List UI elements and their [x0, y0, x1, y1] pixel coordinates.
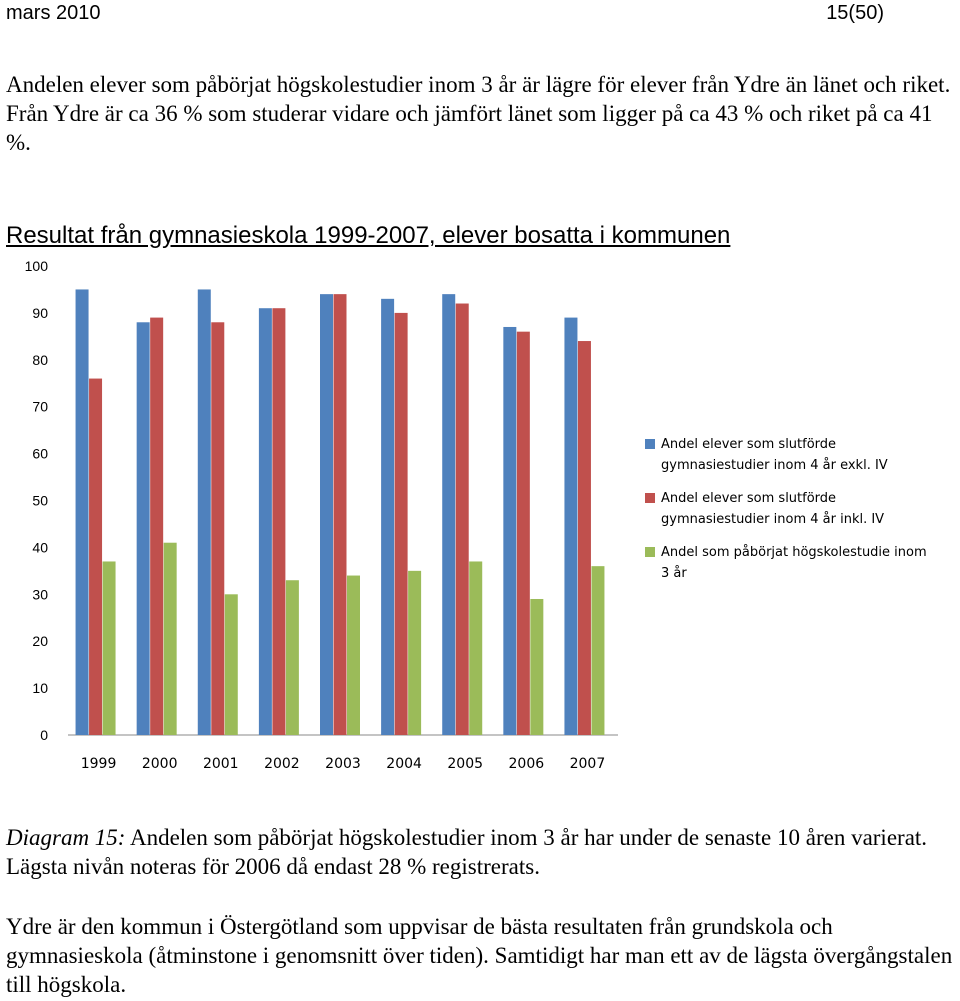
y-tick-label: 50 — [32, 492, 48, 509]
diagram-caption — [6, 823, 956, 881]
bar-3-2000 — [164, 543, 177, 735]
x-tick-label: 2001 — [202, 756, 239, 772]
chart-title: Resultat från gymnasieskola 1999-2007, elever bosatta i kommunen — [6, 222, 731, 249]
bar-1-2000 — [137, 322, 150, 735]
legend-label-3: Andel som påbörjat högskolestudie inom — [661, 545, 927, 560]
legend-label-2: gymnasiestudier inom 4 år inkl. IV — [661, 512, 885, 527]
bar-3-2005 — [469, 561, 482, 735]
legend-label-2: Andel elever som slutförde — [661, 491, 837, 506]
bar-2-2000 — [150, 318, 163, 735]
x-tick-label: 1999 — [80, 756, 117, 772]
bar-1-2004 — [381, 299, 394, 735]
legend-label-3: 3 år — [661, 566, 687, 581]
legend-swatch-1 — [645, 439, 655, 449]
x-tick-label: 2000 — [141, 756, 178, 772]
bar-1-2003 — [320, 294, 333, 735]
bar-3-1999 — [103, 561, 116, 735]
y-tick-label: 10 — [32, 680, 48, 697]
y-tick-label: 60 — [32, 445, 48, 462]
bar-2-1999 — [89, 379, 102, 735]
y-tick-label: 0 — [40, 727, 48, 743]
legend-label-1: Andel elever som slutförde — [661, 437, 837, 452]
x-tick-label: 2007 — [569, 756, 606, 772]
page-header — [0, 0, 960, 28]
y-tick-label: 90 — [32, 304, 48, 321]
y-tick-label: 20 — [32, 633, 48, 650]
bar-3-2004 — [408, 571, 421, 735]
x-tick-label: 2004 — [386, 756, 422, 772]
bar-2-2003 — [334, 294, 347, 735]
x-tick-label: 2002 — [264, 756, 300, 772]
y-tick-label: 30 — [32, 586, 48, 603]
y-tick-label: 70 — [32, 398, 48, 415]
bar-3-2006 — [530, 599, 543, 735]
bar-2-2006 — [517, 332, 530, 735]
bar-3-2002 — [286, 580, 299, 735]
bar-2-2002 — [272, 308, 285, 735]
y-tick-label: 80 — [32, 351, 48, 368]
legend-label-1: gymnasiestudier inom 4 år exkl. IV — [661, 458, 888, 473]
intro-paragraph: Andelen elever som påbörjat högskolestudier inom 3 år är lägre för elever från Ydre än länet och riket. Från Ydre är ca 36 % som studerar vidare och jämfört länet som ligger på ca 43 % och riket på ca 41 %. — [6, 72, 951, 155]
header-date: mars 2010 — [6, 2, 101, 24]
bar-3-2007 — [591, 566, 604, 735]
bar-1-2002 — [259, 308, 272, 735]
legend-swatch-3 — [645, 547, 655, 557]
bar-2-2007 — [578, 341, 591, 735]
bar-1-2005 — [442, 294, 455, 735]
bar-3-2001 — [225, 594, 238, 735]
bar-chart — [0, 250, 960, 790]
bar-3-2003 — [347, 576, 360, 735]
x-tick-label: 2005 — [447, 756, 484, 772]
x-tick-label: 2006 — [508, 756, 545, 772]
bar-2-2005 — [456, 304, 469, 735]
bar-2-2001 — [211, 322, 224, 735]
caption-label: Diagram 15: — [6, 825, 126, 850]
x-tick-label: 2003 — [325, 756, 361, 772]
header-page-number: 15(50) — [826, 2, 884, 24]
closing-paragraph: Ydre är den kommun i Östergötland som uppvisar de bästa resultaten från grundskola och gymnasieskola (åtminstone i genomsnitt över tiden). Samtidigt har man ett av de lägsta övergångstalen till högskola. — [6, 914, 953, 997]
bar-1-1999 — [76, 289, 89, 735]
caption-text: Andelen som påbörjat högskolestudier inom 3 år har under de senaste 10 åren varierat. Lägsta nivån noteras för 2006 då endast 28 % registrerats. — [6, 825, 928, 879]
bar-1-2006 — [503, 327, 516, 735]
bar-1-2007 — [564, 318, 577, 735]
bar-2-2004 — [395, 313, 408, 735]
y-tick-label: 100 — [24, 258, 48, 274]
legend-swatch-2 — [645, 493, 655, 503]
bar-1-2001 — [198, 289, 211, 735]
y-tick-label: 40 — [32, 539, 48, 556]
